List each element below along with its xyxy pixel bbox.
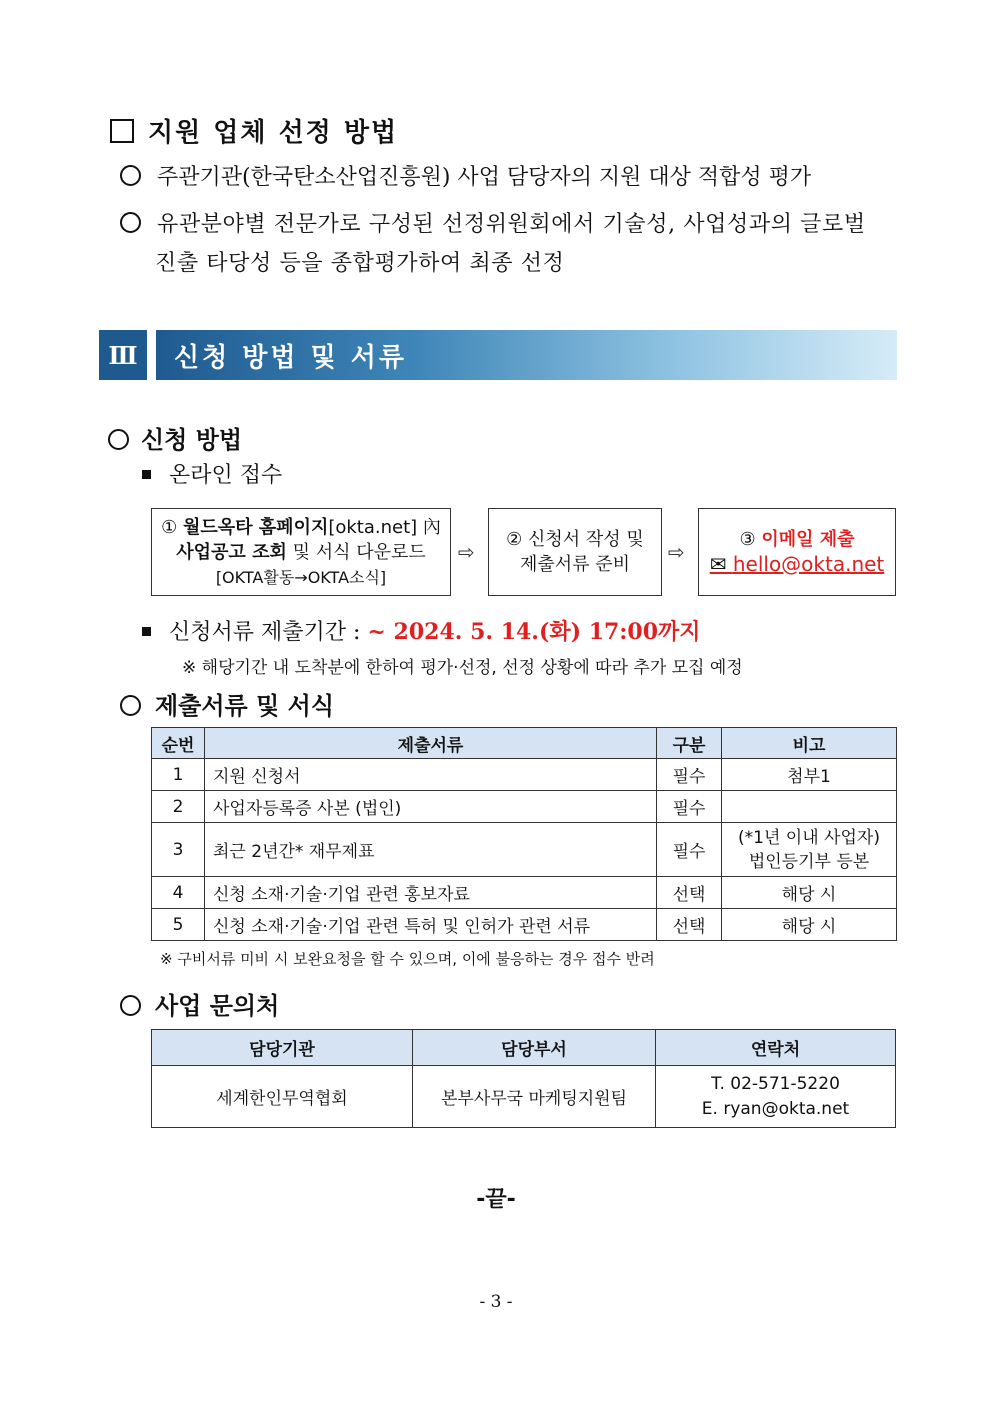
header-type: 구분 xyxy=(657,728,722,759)
table-row: 2 사업자등록증 사본 (법인) 필수 xyxy=(152,791,897,823)
selection-item-2: 유관분야별 전문가로 구성된 선정위원회에서 기술성, 사업성과의 글로벌 xyxy=(120,207,900,238)
deadline-note: ※ 해당기간 내 도착분에 한하여 평가·선정, 선정 상황에 따라 추가 모집 예정 xyxy=(182,658,743,678)
step1-line3: [OKTA활동→OKTA소식] xyxy=(215,567,387,587)
step1-line2: 사업공고 조회 및 서식 다운로드 xyxy=(176,541,426,563)
apply-heading: 신청 방법 xyxy=(108,420,242,455)
step2-box xyxy=(488,508,662,596)
docs-heading: 제출서류 및 서식 xyxy=(120,686,334,721)
header-dept: 담당부서 xyxy=(413,1030,656,1066)
section-title: 신청 방법 및 서류 xyxy=(174,342,407,373)
square-bullet-icon xyxy=(142,470,151,479)
selection-item-2-cont: 진출 타당성 등을 종합평가하여 최종 선정 xyxy=(155,251,565,276)
table-row: 5 신청 소재·기술·기업 관련 특허 및 인허가 관련 서류 선택 해당 시 xyxy=(152,909,897,941)
step1-line1: ① 월드옥타 홈페이지[okta.net] 內 xyxy=(161,516,441,538)
header-doc: 제출서류 xyxy=(205,728,657,759)
contact-dept: 본부사무국 마케팅지원팀 xyxy=(413,1066,656,1128)
table-row: 3 최근 2년간* 재무제표 필수 (*1년 이내 사업자) 법인등기부 등본 xyxy=(152,823,897,877)
contact-table xyxy=(151,1029,896,1128)
circle-bullet-icon xyxy=(120,695,141,716)
arrow-right-icon: ⇨ xyxy=(668,540,685,564)
square-bullet-icon xyxy=(142,627,151,636)
contact-heading: 사업 문의처 xyxy=(120,986,279,1021)
table-row: 1 지원 신청서 필수 첨부1 xyxy=(152,759,897,791)
checkbox-square-icon xyxy=(110,119,134,143)
selection-title: 지원 업체 선정 방법 xyxy=(110,112,398,149)
table-header-row xyxy=(152,728,897,759)
circle-bullet-icon xyxy=(120,995,141,1016)
circle-bullet-icon xyxy=(120,212,141,233)
step2-line2: 제출서류 준비 xyxy=(519,554,631,575)
arrow-right-icon: ⇨ xyxy=(458,540,475,564)
section-title-bar xyxy=(156,330,897,380)
table-header-row xyxy=(152,1030,896,1066)
header-note: 비고 xyxy=(722,728,897,759)
end-mark: -끝- xyxy=(476,1187,516,1212)
table-row xyxy=(152,1066,896,1128)
page-number: - 3 - xyxy=(479,1292,513,1312)
header-org: 담당기관 xyxy=(152,1030,413,1066)
docs-footnote: ※ 구비서류 미비 시 보완요청을 할 수 있으며, 이에 불응하는 경우 접수 반려 xyxy=(160,950,655,968)
docs-table xyxy=(151,727,897,941)
step1-box xyxy=(151,508,451,596)
deadline: 신청서류 제출기간 : ~ 2024. 5. 14.(화) 17:00까지 xyxy=(142,615,701,646)
mail-icon: ✉ xyxy=(709,552,727,576)
table-row: 4 신청 소재·기술·기업 관련 홍보자료 선택 해당 시 xyxy=(152,877,897,909)
header-contact: 연락처 xyxy=(656,1030,896,1066)
step2-line1: ② 신청서 작성 및 xyxy=(506,529,644,550)
circle-bullet-icon xyxy=(120,165,141,186)
contact-phone: T. 02-571-5220 xyxy=(711,1073,840,1094)
header-no: 순번 xyxy=(152,728,205,759)
contact-info xyxy=(656,1066,896,1128)
deadline-value: ~ 2024. 5. 14.(화) 17:00까지 xyxy=(367,619,701,645)
step3-box xyxy=(698,508,896,596)
section-number: Ⅲ xyxy=(99,330,147,380)
circle-bullet-icon xyxy=(108,429,129,450)
step3-line1: ③ 이메일 제출 xyxy=(739,529,855,550)
contact-email[interactable]: E. ryan@okta.net xyxy=(701,1098,850,1119)
contact-org: 세계한인무역협회 xyxy=(152,1066,413,1128)
online-label: 온라인 접수 xyxy=(142,458,282,489)
step3-email[interactable]: ✉ hello@okta.net xyxy=(709,552,885,576)
selection-item-1: 주관기관(한국탄소산업진흥원) 사업 담당자의 지원 대상 적합성 평가 xyxy=(120,160,811,191)
